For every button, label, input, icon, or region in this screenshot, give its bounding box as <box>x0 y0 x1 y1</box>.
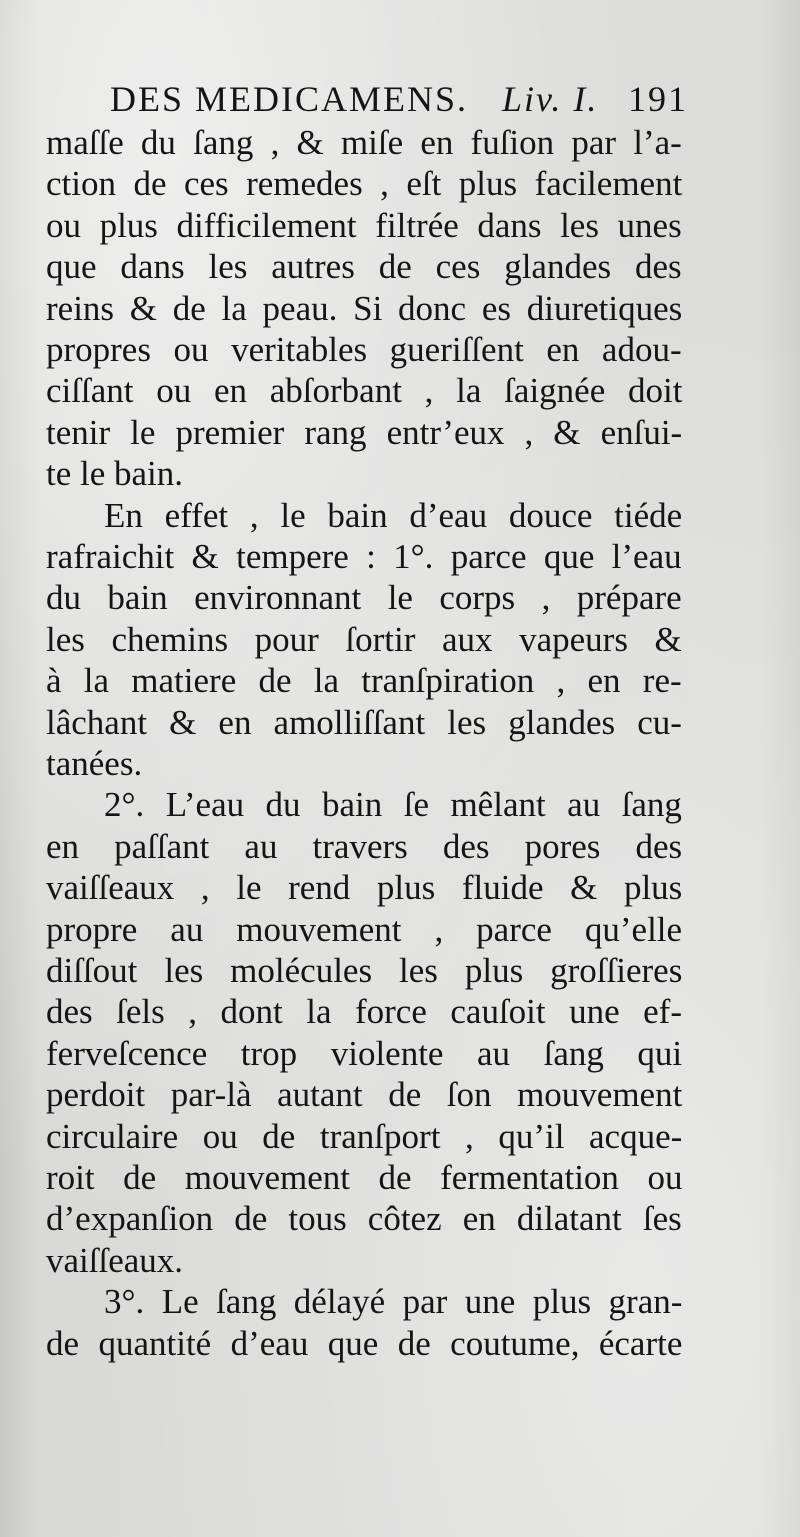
text-line: 3°. Le ſang délayé par une plus gran- <box>104 1282 683 1322</box>
page-number: 191 <box>628 79 688 119</box>
text-line: des ſels , dont la force cauſoit une ef- <box>46 992 682 1032</box>
text-line: tanées. <box>46 744 143 783</box>
running-head-book: Liv. I. <box>502 79 599 119</box>
running-head <box>110 78 688 122</box>
text-line: lâchant & en amolliſſant les glandes cu- <box>46 702 682 742</box>
text-line: les chemins pour ſortir aux vapeurs & <box>46 619 682 659</box>
text-line: ciſſant ou en abſorbant , la ſaignée doit <box>46 371 683 411</box>
text-line: à la matiere de la tranſpiration , en re- <box>46 661 682 701</box>
text-line: de quantité d’eau que de coutume, écarte <box>46 1323 683 1363</box>
text-line: ction de ces remedes , eſt plus facilement <box>46 164 683 204</box>
running-head-title: DES MEDICAMENS. <box>110 79 469 119</box>
text-line: que dans les autres de ces glandes des <box>46 247 682 287</box>
text-line: ou plus difficilement filtrée dans les unes <box>46 205 682 245</box>
text-line: 2°. L’eau du bain ſe mêlant au ſang <box>104 785 682 825</box>
text-line: d’expanſion de tous côtez en dilatant ſes <box>46 1199 682 1239</box>
text-line: vaiſſeaux. <box>46 1240 184 1280</box>
text-line: rafraichit & tempere : 1°. parce que l’eau <box>46 537 682 576</box>
text-line: en paſſant au travers des pores des <box>46 826 683 866</box>
text-line: ferveſcence trop violente au ſang qui <box>46 1033 683 1073</box>
text-line: du bain environnant le corps , prépare <box>46 578 682 618</box>
text-line: tenir le premier rang entr’eux , & enſui- <box>46 412 683 452</box>
text-line: vaiſſeaux , le rend plus fluide & plus <box>46 868 683 908</box>
text-line: perdoit par-là autant de ſon mouvement <box>46 1075 683 1115</box>
text-line: propre au mouvement , parce qu’elle <box>46 909 683 949</box>
text-line: En effet , le bain d’eau douce tiéde <box>104 495 683 535</box>
text-line: roit de mouvement de fermentation ou <box>46 1158 683 1197</box>
text-line: reins & de la peau. Si donc es diuretiques <box>46 288 683 328</box>
text-line: propres ou veritables gueriſſent en adou- <box>46 330 682 369</box>
text-line: diſſout les molécules les plus groſſieres <box>46 951 683 990</box>
text-line: maſſe du ſang , & miſe en fuſion par l’a- <box>46 123 682 162</box>
text-line: circulaire ou de tranſport , qu’il acque- <box>46 1116 683 1156</box>
body-text <box>46 122 682 1394</box>
text-line: te le bain. <box>46 454 184 494</box>
